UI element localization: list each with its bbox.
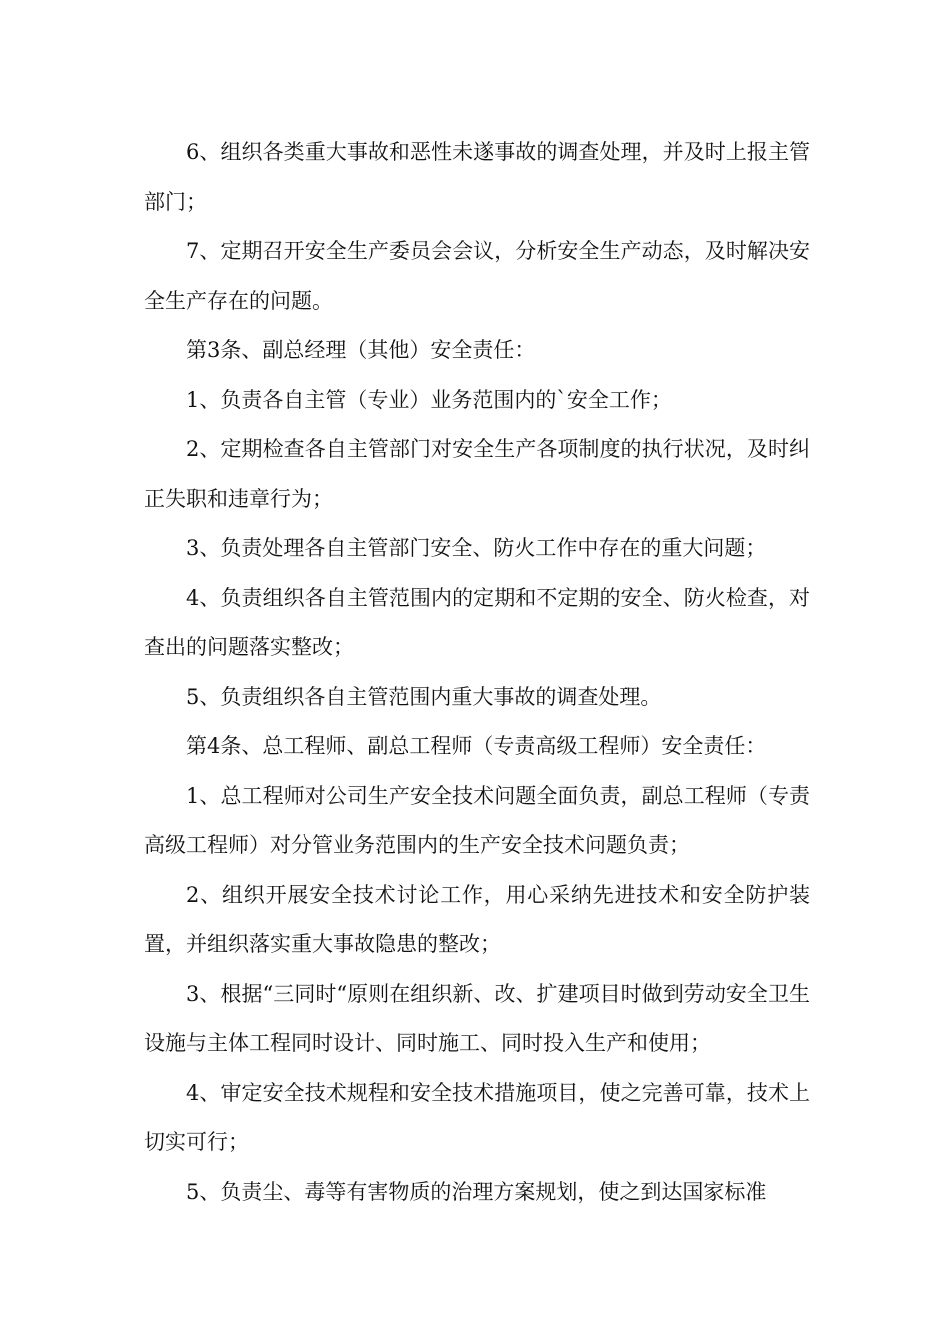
paragraph-item-3: 3、根据“三同时“原则在组织新、改、扩建项目时做到劳动安全卫生设施与主体工程同时设计、同时施工、同时投入生产和使用； xyxy=(144,981,810,1055)
paragraph-item-5: 5、负责尘、毒等有害物质的治理方案规划，使之到达国家标准 xyxy=(186,1179,767,1204)
document-body xyxy=(144,128,810,1217)
paragraph-item-6: 6、组织各类重大事故和恶性未遂事故的调查处理，并及时上报主管部门； xyxy=(144,140,810,214)
paragraph-item-1: 1、总工程师对公司生产安全技术问题全面负责，副总工程师（专责高级工程师）对分管业务范围内的生产安全技术问题负责； xyxy=(144,783,810,857)
section-heading-article-4: 第4条、总工程师、副总工程师（专责高级工程师）安全责任： xyxy=(186,734,767,758)
paragraph-item-7: 7、定期召开安全生产委员会会议，分析安全生产动态，及时解决安全生产存在的问题。 xyxy=(144,239,810,313)
paragraph-item-4: 4、负责组织各自主管范围内的定期和不定期的安全、防火检查，对查出的问题落实整改； xyxy=(144,585,810,659)
paragraph-item-2: 2、组织开展安全技术讨论工作，用心采纳先进技术和安全防护装置，并组织落实重大事故隐患的整改； xyxy=(144,882,810,956)
section-heading-article-3: 第3条、副总经理（其他）安全责任： xyxy=(186,338,536,362)
paragraph-item-2: 2、定期检查各自主管部门对安全生产各项制度的执行状况，及时纠正失职和违章行为； xyxy=(144,437,810,511)
paragraph-item-3: 3、负责处理各自主管部门安全、防火工作中存在的重大问题； xyxy=(186,536,767,560)
paragraph-item-1: 1、负责各自主管（专业）业务范围内的`安全工作； xyxy=(186,387,672,412)
paragraph-item-5: 5、负责组织各自主管范围内重大事故的调查处理。 xyxy=(186,684,662,709)
paragraph-item-4: 4、审定安全技术规程和安全技术措施项目，使之完善可靠，技术上切实可行； xyxy=(144,1080,810,1154)
